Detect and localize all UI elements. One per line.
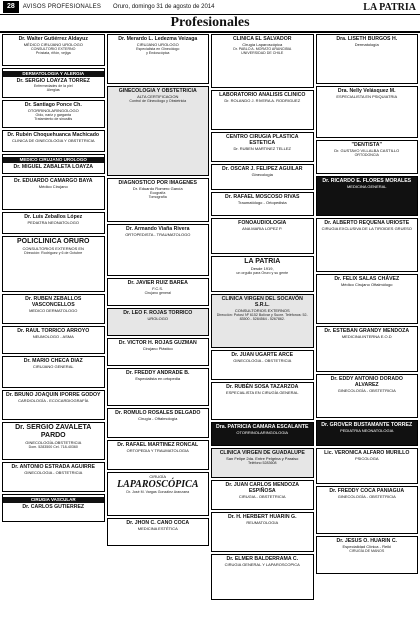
ad-title: Dr. RAFAEL MOSCOSO RIVAS bbox=[225, 194, 300, 200]
ad-subtitle: GINECOLOGIA - OBSTETRICIA bbox=[24, 470, 83, 475]
ad-title: Dr. ROMULO ROSALES DELGADO bbox=[115, 410, 201, 416]
ad-box bbox=[211, 512, 314, 552]
ad-title: "DENTISTA" bbox=[351, 142, 382, 148]
column-4 bbox=[316, 34, 419, 628]
ad-title: Dr. JAVIER RUIZ BAREA bbox=[127, 280, 188, 286]
ad-subtitle: Desde 1919, bbox=[250, 266, 274, 271]
ad-title: Dr. RUBÉN SOSA TAZARZOA bbox=[226, 384, 299, 390]
column-3 bbox=[211, 34, 314, 628]
ad-line: CONSULTORIO EXTERNO bbox=[31, 47, 76, 51]
ad-box bbox=[211, 382, 314, 420]
ad-subtitle: MEDICINA INTERNA E.O.D bbox=[341, 334, 392, 339]
ad-subtitle: CIRUGÍA bbox=[149, 474, 167, 479]
ad-subtitle: PSICOLOGA bbox=[354, 456, 379, 461]
ad-box bbox=[2, 130, 105, 152]
ad-line: Dirección: Rodríguez y 6 de Octubre bbox=[24, 251, 83, 255]
ad-subtitle: ESPECIALISTA EN CIRUGÍA GENERAL bbox=[226, 390, 299, 395]
ad-box bbox=[211, 90, 314, 130]
ad-box bbox=[211, 218, 314, 254]
ad-line: UNIVERSIDAD DE CHILE bbox=[241, 51, 284, 56]
ad-subtitle: Médico Cirujano Oftalmólogo bbox=[340, 282, 393, 287]
ad-line: CIRUGÍA DE MANOS bbox=[349, 549, 385, 553]
ad-subtitle: ORTOPEDISTA - TRAUMATOLOGO bbox=[125, 232, 191, 237]
ad-title: Dra. LISETH BURGOS H. bbox=[336, 36, 398, 42]
ad-box bbox=[211, 164, 314, 190]
ad-title: GINECOLOGIA Y OBSTETRICIA bbox=[118, 88, 197, 94]
ad-line: Dirección: Potosí Nº 6152 Bolívar y Sucre. Teléfonos: 52-83500 - 5284564 - 5267862. bbox=[216, 313, 308, 322]
ad-title: Dr. JUAN CARLOS MENDOZA ESPIÑOSA bbox=[225, 482, 299, 494]
ad-title: Dr. RICARDO E. FLORES MORALES bbox=[322, 178, 412, 184]
ad-box bbox=[107, 338, 210, 366]
ad-line: Tratamiento de sinusitis bbox=[34, 117, 73, 122]
ad-line: Dr. José M. Vargas González Aranzaea bbox=[126, 490, 190, 494]
ad-title: Dr. RAFAEL MARTINEZ RONCAL bbox=[117, 442, 199, 448]
ad-title: Dr. ESTEBAN GRANDY MENDOZA bbox=[324, 328, 410, 334]
ad-title: LAPAROSCÓPICA bbox=[117, 479, 199, 490]
ad-band: CIRUGIA VASCULAR bbox=[3, 497, 104, 503]
ad-subtitle: Traumatólogo - Ortopedista bbox=[237, 200, 287, 205]
ad-box bbox=[107, 178, 210, 222]
ad-line: Enfermedades de la piel bbox=[33, 84, 73, 88]
ad-title: Dr. OSCAR J. FELIPEZ AGUILAR bbox=[221, 166, 303, 172]
ad-subtitle: GINECOLOGÍA - OBSTETRICIA bbox=[337, 388, 396, 393]
ad-subtitle: CLINICA DE GINECOLOGIA Y OBSTETRICIA bbox=[11, 138, 95, 143]
ad-title: Dr. SERGIO ZAVALETA PARDO bbox=[15, 424, 92, 439]
ad-box bbox=[107, 86, 210, 176]
column-2 bbox=[107, 34, 210, 628]
ad-box bbox=[107, 224, 210, 276]
ad-band: DERMATOLOGIA Y ALERGIA bbox=[3, 71, 104, 77]
ad-box bbox=[316, 176, 419, 216]
ad-title: Dr. ELMER BALDERRAMA C. bbox=[226, 556, 299, 562]
ad-box bbox=[316, 536, 419, 574]
ad-subtitle: Ginecología bbox=[251, 172, 273, 177]
ad-subtitle: CIRUJANO GENERAL bbox=[32, 364, 74, 369]
ad-subtitle: Médico Cirujano bbox=[38, 184, 68, 189]
ad-line: Tomografía bbox=[148, 195, 167, 200]
ad-line: Cirujano general bbox=[144, 291, 171, 295]
ad-title: CLINICA VIRGEN DEL SOCAVÓN S.R.L. bbox=[221, 296, 303, 308]
column-1 bbox=[2, 34, 105, 628]
page-header bbox=[0, 0, 420, 15]
ad-subtitle: CARDIOLOGÍA - ECOCARDIOGRAFÍA bbox=[18, 398, 89, 403]
ad-box bbox=[211, 350, 314, 380]
ad-subtitle: OTORRINOLARINGOLOGO bbox=[27, 108, 79, 113]
ad-box bbox=[316, 374, 419, 418]
ad-title: DIAGNOSTICO POR IMAGENES bbox=[118, 180, 197, 186]
ad-title: Dr. Merardo L. Ledezma Veizaga bbox=[118, 36, 198, 42]
ad-title: Dr. Santiago Ponce Ch. bbox=[24, 102, 82, 108]
ad-title: POLICLINICA ORURO bbox=[17, 238, 90, 245]
ad-subtitle: Dr. GUSTAVO VILLALBA CASTILLO bbox=[334, 148, 400, 153]
ad-box bbox=[316, 274, 419, 324]
ad-subtitle: NEUMOLOGO - ASMA bbox=[32, 334, 74, 339]
ad-title: Dr. CARLOS GUTIERREZ bbox=[22, 504, 85, 510]
ad-subtitle: ESPECIALISTA EN PSIQUIATRIA bbox=[336, 94, 398, 99]
ad-subtitle: Dr. RUBEN MARTINEZ TELLEZ bbox=[233, 146, 291, 151]
ad-title: Dr. LEO F. ROJAS TORRICO bbox=[123, 310, 193, 316]
ad-box bbox=[211, 480, 314, 510]
ad-box bbox=[2, 494, 105, 522]
ad-title: Dr. Walter Gutiérrez Aldayuz bbox=[18, 36, 88, 42]
ad-box bbox=[2, 68, 105, 98]
section-title: Profesionales bbox=[0, 15, 420, 33]
ad-title: Dr. RUBEN ZEBALLOS VASCONCELLOS bbox=[25, 296, 82, 308]
ad-line: Dom. 5283500 Cel. 718-40360 bbox=[28, 445, 78, 449]
ad-subtitle: Dr. ROLANDO J. RIVERA A. RODRIGUEZ bbox=[224, 98, 301, 103]
ad-subtitle: CONSULTORIOS EXTERNOS EN bbox=[22, 246, 84, 251]
ad-subtitle: Dermatología bbox=[354, 42, 379, 47]
classified-columns bbox=[2, 34, 418, 628]
ad-title: Dr. JHON C. CANO COCA bbox=[126, 520, 190, 526]
ad-line: Especialista en Ginecólogo bbox=[136, 47, 180, 51]
ad-box bbox=[211, 554, 314, 600]
ad-title: Dr. EDDY ANTONIO DORADO ALVAREZ bbox=[330, 376, 403, 388]
issue-date: Oruro, domingo 31 de agosto de 2014 bbox=[113, 4, 215, 10]
ad-title: Dr. EDUARDO CAMARGO BAYA bbox=[13, 178, 93, 184]
ad-subtitle: CIRUGIA EXCLUSIVA DE LA TIROIDES GRUESO bbox=[321, 226, 412, 231]
ad-box bbox=[2, 294, 105, 324]
ad-box bbox=[2, 326, 105, 354]
ad-box bbox=[2, 176, 105, 210]
ad-subtitle: Especialidad Clínica - Reiki bbox=[342, 544, 391, 549]
ad-subtitle: CIRUJANO UROLOGO bbox=[136, 42, 179, 47]
ad-title: Dr. GROVER BUSTAMANTE TORREZ bbox=[321, 422, 413, 428]
ad-box bbox=[316, 448, 419, 484]
ad-subtitle: Cirugía - Oftalmología bbox=[138, 416, 178, 421]
ad-line: un orgullo para Oruro y su gente bbox=[236, 271, 289, 275]
ad-box bbox=[316, 218, 419, 272]
ad-box bbox=[2, 236, 105, 292]
ad-box bbox=[107, 34, 210, 84]
ad-subtitle: ORTOPEDIA Y TRAUMATOLOGIA bbox=[126, 448, 189, 453]
ad-title: Dr. FREDDY ANDRADE B. bbox=[126, 370, 190, 376]
ad-title: Dr. JUAN UGARTE ARCE bbox=[231, 352, 294, 358]
ad-title: Dr. RAUL TORRICO ARROYO bbox=[17, 328, 90, 334]
newspaper-brand: LA PATRIA bbox=[363, 1, 416, 13]
ad-box bbox=[2, 34, 105, 66]
ad-subtitle: ALTA CERTIFICACION bbox=[137, 94, 179, 99]
ad-subtitle: MÉDICO CIRUJANO UROLOGO bbox=[23, 42, 83, 47]
ad-box bbox=[2, 390, 105, 420]
ad-subtitle: San Felipe 2da. Entre Pelgrina y Paraiso bbox=[226, 456, 299, 461]
ad-box bbox=[2, 462, 105, 492]
ad-subtitle: MEDICINA ESTÉTICA bbox=[137, 526, 178, 531]
ad-line: Ecografía bbox=[150, 191, 166, 195]
ad-title: LABORATORIO ANALISIS CLINICO bbox=[219, 92, 306, 98]
page-number: 28 bbox=[3, 1, 19, 13]
ad-subtitle: Cirujano Plástico bbox=[142, 346, 173, 351]
ad-box bbox=[107, 368, 210, 406]
ad-subtitle: Cirugía Laparoscópica bbox=[242, 42, 283, 47]
ad-box bbox=[107, 278, 210, 306]
ad-box bbox=[211, 294, 314, 348]
ad-subtitle: MEDICO DERMATOLOGO bbox=[29, 308, 78, 313]
ad-box bbox=[107, 472, 210, 516]
ad-subtitle: MEDICINA GENERAL bbox=[346, 184, 387, 189]
ad-title: Lic. VERONICA ALFARO MURILLO bbox=[324, 450, 410, 456]
ad-box bbox=[316, 326, 419, 372]
section-label: AVISOS PROFESIONALES bbox=[22, 4, 102, 10]
ad-title: Dra. PATRICIA CAMARA ESCALANTE bbox=[215, 424, 309, 430]
ad-box bbox=[211, 256, 314, 292]
ad-subtitle: PEDIATRA NEONATOLOGO bbox=[27, 220, 80, 225]
ad-subtitle: GINECOLOGÍA-OBSTETRICIA bbox=[25, 440, 82, 445]
ad-subtitle: GINECOLOGIA - OBSTETRICIA bbox=[233, 358, 292, 363]
ad-box bbox=[2, 154, 105, 174]
ad-box bbox=[2, 422, 105, 460]
ad-title: Dr. MIGUEL ZABALETA LOAYZA bbox=[13, 164, 94, 170]
ad-box bbox=[211, 448, 314, 478]
ad-line: Próstata, riñón, vejiga bbox=[35, 51, 71, 56]
ad-title: Dr. JESUS O. HUARIN C. bbox=[336, 538, 398, 544]
ad-box bbox=[2, 212, 105, 234]
ad-subtitle: CIRUGIA - OBSTETRICIA bbox=[238, 494, 286, 499]
ad-subtitle: PEDIATRIA NEONATOLOGIA bbox=[340, 428, 394, 433]
ad-title: Dr. VICTOR H. ROJAS GUZMAN bbox=[118, 340, 197, 346]
ad-title: CENTRO CIRUGIA PLASTICA ESTETICA bbox=[226, 134, 299, 146]
ad-box bbox=[107, 408, 210, 438]
ad-box bbox=[316, 420, 419, 446]
ad-title: Dr. FELIX SALAS CHÁVEZ bbox=[334, 276, 400, 282]
ad-box bbox=[2, 100, 105, 128]
ad-box bbox=[211, 422, 314, 446]
ad-title: Dr. Rubén Choquehuanca Machicado bbox=[7, 132, 100, 138]
ad-line: Dr. PABLO A. MORATO ARANCIBIA bbox=[233, 47, 292, 51]
ad-subtitle: Dr. Eduardo Romero García bbox=[132, 186, 183, 191]
ad-line: Teléfono 5283608 bbox=[247, 461, 277, 465]
ad-title: Dr. SERGIO LOAYZA TORREZ bbox=[16, 78, 90, 84]
ad-box bbox=[107, 518, 210, 546]
ad-box bbox=[316, 34, 419, 84]
ad-title: CLINICA VIRGEN DE GUADALUPE bbox=[219, 450, 305, 456]
ad-box bbox=[211, 192, 314, 216]
ad-subtitle: OTORRINOLARINGOLOGIA bbox=[236, 430, 289, 435]
ad-title: Dr. ANTONIO ESTRADA AGUIRRE bbox=[11, 464, 95, 470]
ad-title: CLINICA EL SALVADOR bbox=[232, 36, 292, 42]
ad-subtitle: CIRUGIA GENERAL Y LAPAROSCOPICA bbox=[224, 562, 300, 567]
ad-subtitle: UROLOGO bbox=[147, 316, 168, 321]
ad-box bbox=[107, 308, 210, 336]
ad-title: Dr. H. HERBERT HUARIN G. bbox=[227, 514, 297, 520]
ad-subtitle: CONSULTORIOS EXTERNOS bbox=[234, 308, 290, 313]
ad-title: Dr. Luis Zeballos López bbox=[24, 214, 83, 220]
ad-subtitle: Especialista en ortopedia bbox=[135, 376, 181, 381]
ad-band: MEDICO CIRUJANO UROLOGO bbox=[3, 157, 104, 163]
ad-subtitle: ANA MARIA LOPEZ P. bbox=[242, 226, 283, 231]
ad-box bbox=[107, 440, 210, 470]
ad-box bbox=[316, 86, 419, 138]
ad-title: Dr. MARIO CHECA DIAZ bbox=[23, 358, 83, 364]
ad-box bbox=[211, 34, 314, 88]
ad-line: y Endoscópica bbox=[146, 51, 170, 56]
ad-box bbox=[2, 356, 105, 388]
ad-title: Dr. BRUNO JOAQUIN IPORRE GODOY bbox=[5, 392, 101, 398]
ad-box bbox=[316, 140, 419, 174]
ad-box bbox=[316, 486, 419, 534]
ad-line: ORTODONCIA bbox=[354, 153, 379, 157]
ad-subtitle: REUMATOLOGIA bbox=[246, 520, 279, 525]
ad-title: Dr. FREDDY COCA PANIAGUA bbox=[329, 488, 405, 494]
ad-title: Dr. Armando Viaña Rivera bbox=[126, 226, 190, 232]
ad-line: Oído, nariz y garganta bbox=[35, 113, 72, 117]
ad-title: Dra. Nelly Velásquez M. bbox=[337, 88, 396, 94]
ad-line: Control de Ginecólogo y Obstetricia bbox=[129, 99, 187, 103]
ad-subtitle: GINECOLOGÍA - OBSTETRICIA bbox=[337, 494, 396, 499]
ad-title: FONOAUDIOLOGIA bbox=[238, 220, 287, 226]
ad-box bbox=[211, 132, 314, 162]
ad-subtitle: F.C.S. bbox=[152, 286, 164, 291]
ad-title: LA PATRIA bbox=[244, 258, 281, 265]
ad-line: Alergias bbox=[46, 88, 60, 93]
ad-title: Dr. ALBERTO REQUENA URIOSTE bbox=[324, 220, 410, 226]
